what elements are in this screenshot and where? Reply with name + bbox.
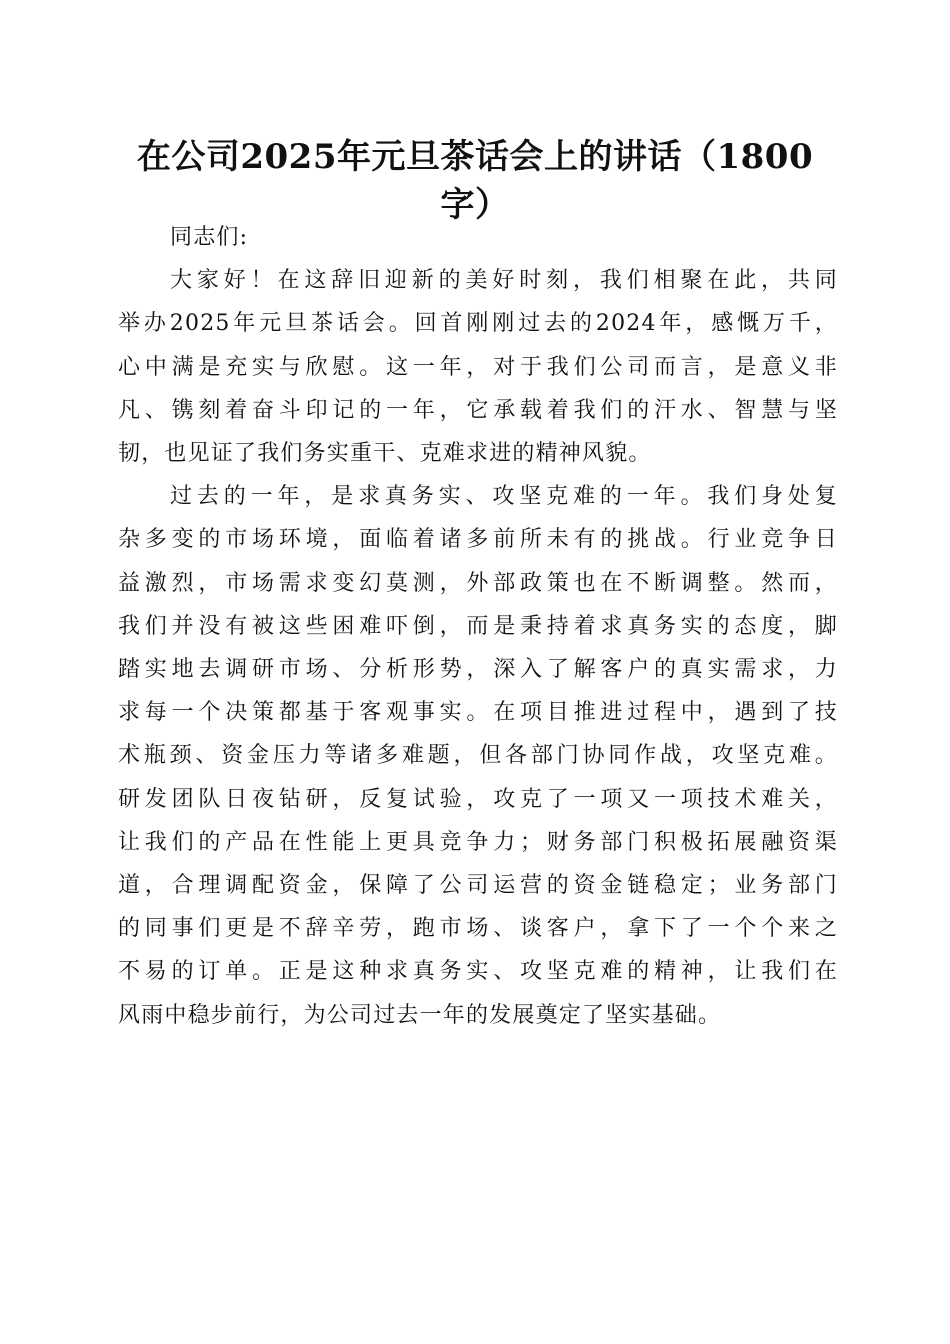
- title-line: 字）: [440, 185, 510, 225]
- paragraph-line: 研发团队日夜钻研，反复试验，攻克了一项又一项技术难关，: [118, 786, 838, 812]
- paragraph-line: 益激烈，市场需求变幻莫测，外部政策也在不断调整。然而，: [118, 570, 838, 596]
- paragraph-line: 举办2025年元旦茶话会。回首刚刚过去的2024年，感慨万千，: [118, 311, 838, 337]
- paragraph-line: 踏实地去调研市场、分析形势，深入了解客户的真实需求，力: [118, 657, 838, 683]
- paragraph-line: 不易的订单。正是这种求真务实、攻坚克难的精神，让我们在: [118, 959, 838, 985]
- paragraph-line: 的同事们更是不辞辛劳，跑市场、谈客户，拿下了一个个来之: [118, 916, 838, 942]
- document-title: [110, 133, 840, 229]
- paragraph-line: 让我们的产品在性能上更具竞争力；财务部门积极拓展融资渠: [118, 829, 838, 855]
- paragraph-line: 道，合理调配资金，保障了公司运营的资金链稳定；业务部门: [118, 873, 838, 899]
- paragraph-line: 韧，也见证了我们务实重干、克难求进的精神风貌。: [118, 441, 652, 467]
- title-line: 在公司2025年元旦茶话会上的讲话（1800: [136, 137, 814, 177]
- paragraph-line: 心中满是充实与欣慰。这一年，对于我们公司而言，是意义非: [118, 354, 838, 380]
- document-body: [118, 216, 838, 1037]
- paragraph-line: 凡、镌刻着奋斗印记的一年，它承载着我们的汗水、智慧与坚: [118, 397, 838, 423]
- salutation: 同志们:: [170, 225, 249, 250]
- paragraph-line: 大家好！在这辞旧迎新的美好时刻，我们相聚在此，共同: [170, 268, 838, 294]
- paragraph-line: 风雨中稳步前行，为公司过去一年的发展奠定了坚实基础。: [118, 1002, 722, 1028]
- paragraph-2: [118, 475, 838, 1037]
- paragraph-line: 我们并没有被这些困难吓倒，而是秉持着求真务实的态度，脚: [118, 613, 838, 639]
- paragraph-line: 术瓶颈、资金压力等诸多难题，但各部门协同作战，攻坚克难。: [118, 743, 838, 769]
- paragraph-line: 求每一个决策都基于客观事实。在项目推进过程中，遇到了技: [118, 700, 838, 726]
- paragraph-1: [118, 259, 838, 475]
- paragraph-line: 杂多变的市场环境，面临着诸多前所未有的挑战。行业竞争日: [118, 527, 838, 553]
- paragraph-line: 过去的一年，是求真务实、攻坚克难的一年。我们身处复: [170, 484, 838, 510]
